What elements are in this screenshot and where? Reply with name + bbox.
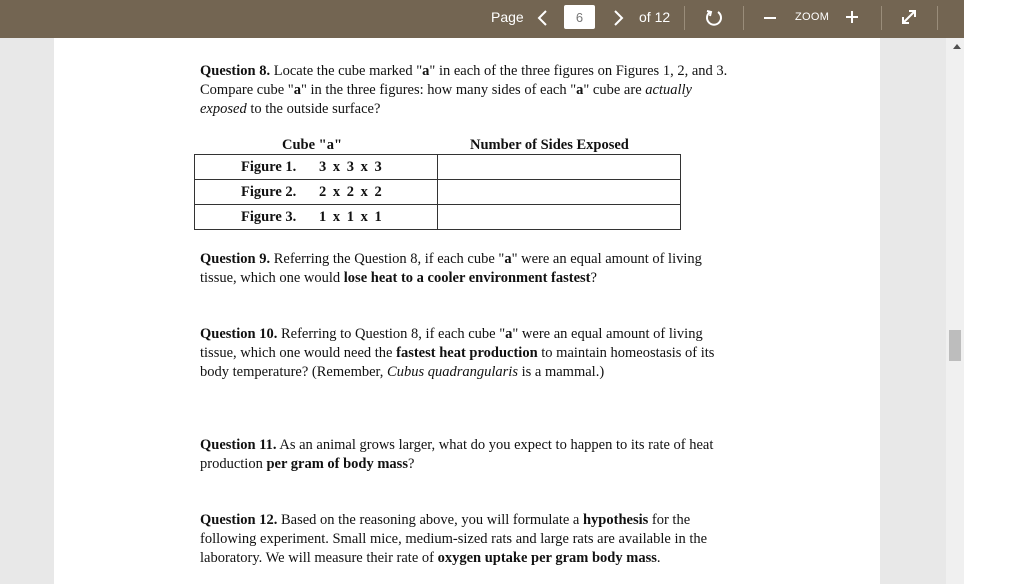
question-text: for the following experiment. Small mice, medium-sized rats and large rats are available in the laboratory. We will measure their rate of bbox=[200, 512, 708, 566]
question-text: to the outside surface? bbox=[246, 100, 381, 117]
question-text: Referring the Question 8, if each cube " bbox=[270, 251, 505, 267]
toolbar-divider bbox=[684, 6, 685, 30]
question-text: As an animal grows larger, what do you expect to happen to its rate of heat production bbox=[200, 437, 714, 472]
cube-dimensions: 3 x 3 x 3 bbox=[319, 158, 382, 175]
question-text: " were an equal amount of living tissue, which one would need the bbox=[200, 326, 703, 361]
zoom-out-button[interactable] bbox=[762, 8, 778, 28]
bold-text: lose heat to a cooler environment fastest bbox=[343, 269, 591, 286]
question-text: ? bbox=[590, 269, 597, 286]
toolbar-divider bbox=[743, 6, 744, 30]
zoom-in-button[interactable] bbox=[843, 7, 861, 27]
cube-letter: a bbox=[422, 63, 430, 79]
sides-exposed-cell bbox=[437, 155, 680, 180]
cube-letter: a bbox=[505, 326, 513, 342]
question-text: is a mammal.) bbox=[517, 363, 605, 380]
page-number-input[interactable] bbox=[564, 5, 595, 29]
question-text: ? bbox=[407, 455, 415, 472]
emphasis-text: Cubus quadrangularis bbox=[387, 363, 518, 380]
scrollbar-thumb[interactable] bbox=[949, 330, 961, 361]
page-count-label: of 12 bbox=[639, 9, 671, 25]
rotate-button[interactable] bbox=[703, 7, 725, 29]
vertical-scrollbar[interactable] bbox=[946, 38, 964, 584]
cube-letter: a bbox=[576, 81, 584, 98]
table-header-cube: Cube "a" bbox=[282, 137, 343, 153]
question-label: Question 10. bbox=[200, 326, 278, 342]
question-9 bbox=[200, 250, 740, 288]
scroll-up-arrow-icon[interactable] bbox=[953, 44, 961, 49]
cube-dimensions: 2 x 2 x 2 bbox=[319, 183, 382, 200]
question-label: Question 9. bbox=[200, 251, 271, 267]
table-header-sides-exposed: Number of Sides Exposed bbox=[470, 137, 629, 153]
question-11 bbox=[200, 436, 740, 474]
question-text: " cube are bbox=[583, 81, 646, 98]
question-8 bbox=[200, 62, 740, 118]
sides-exposed-cell bbox=[437, 205, 680, 230]
zoom-label: ZOOM bbox=[795, 11, 830, 23]
toolbar-divider bbox=[937, 6, 938, 30]
page-label: Page bbox=[491, 9, 524, 25]
chevron-right-icon bbox=[609, 8, 627, 28]
cube-dimensions: 1 x 1 x 1 bbox=[319, 208, 382, 225]
figure-cell bbox=[195, 155, 438, 180]
bold-text: fastest heat production bbox=[396, 344, 538, 361]
fullscreen-button[interactable] bbox=[898, 6, 920, 28]
question-text: Locate the cube marked " bbox=[270, 63, 423, 79]
question-text: " in the three figures: how many sides of each " bbox=[300, 81, 577, 98]
minus-icon bbox=[762, 8, 778, 28]
question-text: . bbox=[656, 549, 661, 566]
figure-label: Figure 1. bbox=[241, 158, 297, 175]
emphasis-text: actually exposed bbox=[200, 81, 692, 117]
figure-cell bbox=[195, 180, 438, 205]
bold-text: hypothesis bbox=[582, 512, 649, 528]
table-row bbox=[195, 155, 681, 180]
bold-text: oxygen uptake per gram body mass bbox=[437, 549, 657, 566]
next-page-button[interactable] bbox=[609, 8, 627, 28]
question-label: Question 8. bbox=[200, 63, 271, 79]
question-text: to maintain homeostasis of its body temperature? (Remember, bbox=[200, 344, 715, 380]
previous-page-button[interactable] bbox=[534, 8, 552, 28]
question-label: Question 11. bbox=[200, 437, 277, 453]
sides-exposed-cell bbox=[437, 180, 680, 205]
viewer-toolbar bbox=[0, 0, 964, 38]
toolbar-divider bbox=[881, 6, 882, 30]
question-text: " were an equal amount of living tissue, which one would bbox=[200, 251, 702, 286]
expand-icon bbox=[898, 6, 920, 28]
table-row bbox=[195, 180, 681, 205]
cube-sides-table bbox=[194, 154, 681, 230]
cube-letter: a bbox=[504, 251, 512, 267]
question-label: Question 12. bbox=[200, 512, 278, 528]
figure-cell bbox=[195, 205, 438, 230]
table-row bbox=[195, 205, 681, 230]
figure-label: Figure 2. bbox=[241, 183, 297, 200]
refresh-icon bbox=[703, 7, 725, 29]
cube-letter: a bbox=[293, 81, 301, 98]
question-text: Based on the reasoning above, you will formulate a bbox=[277, 512, 583, 528]
plus-icon bbox=[843, 7, 861, 27]
chevron-left-icon bbox=[534, 8, 552, 28]
figure-label: Figure 3. bbox=[241, 208, 297, 225]
question-text: " in each of the three figures on Figures 1, 2, and 3. Compare cube " bbox=[200, 63, 728, 98]
question-text: Referring to Question 8, if each cube " bbox=[277, 326, 506, 342]
question-10 bbox=[200, 325, 740, 381]
question-12 bbox=[200, 511, 740, 567]
document-page bbox=[54, 38, 880, 584]
bold-text: per gram of body mass bbox=[266, 455, 408, 472]
